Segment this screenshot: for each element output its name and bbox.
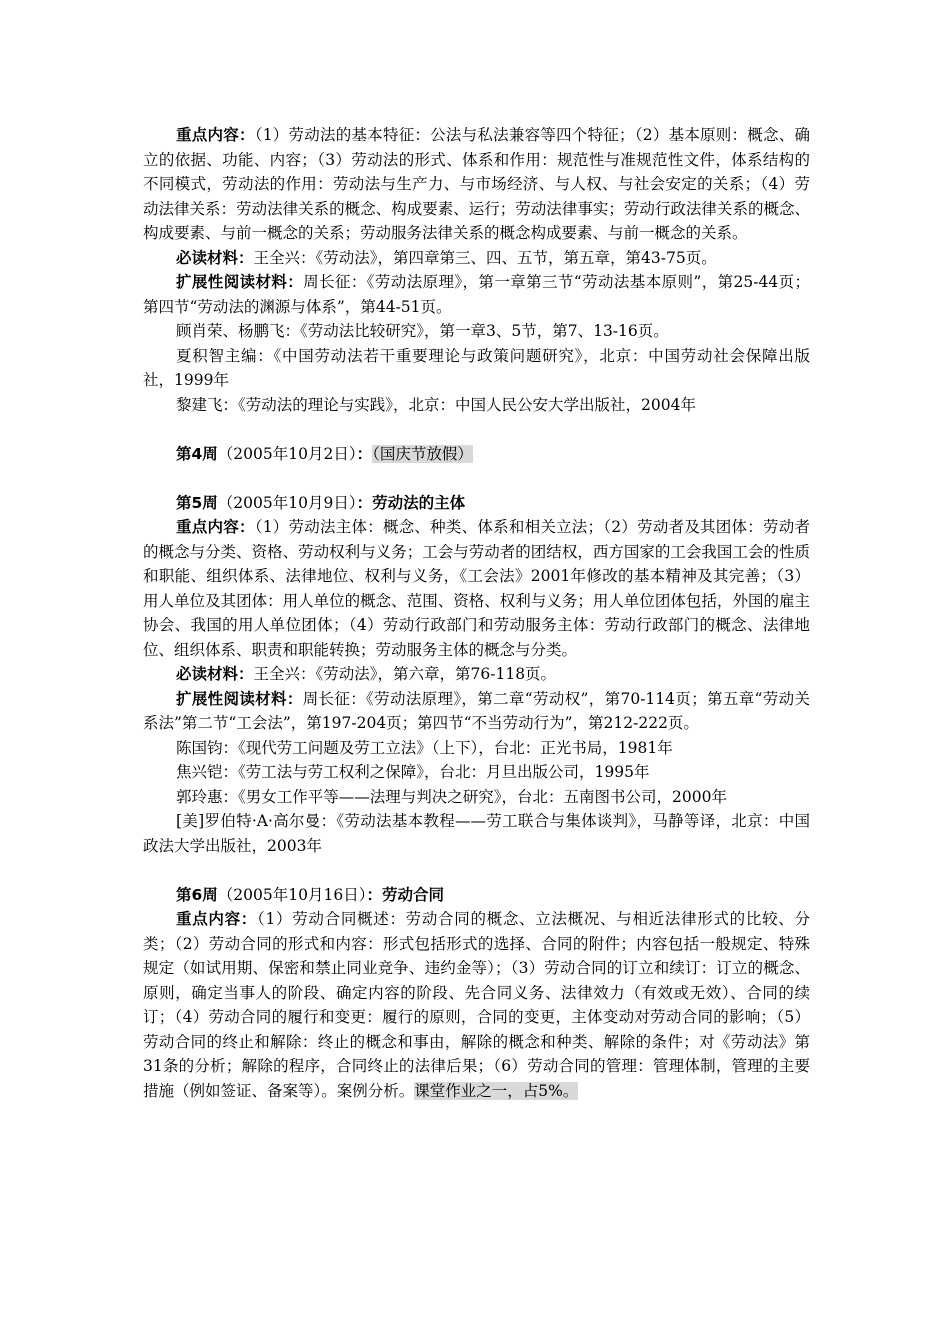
extended-reading-label: 扩展性阅读材料： — [176, 689, 303, 708]
key-content-label: 重点内容： — [176, 518, 255, 536]
extended-reading-label: 扩展性阅读材料： — [176, 273, 304, 291]
spacer — [143, 466, 810, 491]
reference-item: 夏积智主编：《中国劳动法若干重要理论与政策问题研究》，北京：中国劳动社会保障出版社，1999年 — [143, 346, 810, 389]
key-content-text: （1）劳动法的基本特征：公法与私法兼容等四个特征；（2）基本原则：概念、确立的依据、功能、内容；（3）劳动法的形式、体系和作用：规范性与准规范性文件，体系结构的不同模式，劳动法的作用：劳动法与生产力、与市场经济、与人权、与社会安定的关系；（4）劳动法律关系：劳动法律关系的概念、构成要素、运行；劳动法律事实；劳动行政法律关系的概念、构成要素、与前一概念的关系；劳动服务法律关系的概念构成要素、与前一概念的关系。 — [143, 126, 810, 242]
required-reading-text: 王全兴：《劳动法》，第六章，第76-118页。 — [253, 665, 557, 683]
week-colon: ： — [356, 493, 373, 512]
extended-reading-paragraph — [143, 687, 810, 736]
highlighted-assignment-note: 课堂作业之一，占5%。 — [414, 1081, 579, 1100]
required-reading-paragraph — [143, 662, 810, 687]
key-content-text: （1）劳动合同概述：劳动合同的概念、立法概况、与相近法律形式的比较、分类；（2）劳动合同的形式和内容：形式包括形式的选择、合同的附件；内容包括一般规定、特殊规定（如试用期、保密和禁止同业竞争、违约金等）；（3）劳动合同的订立和续订：订立的概念、原则，确定当事人的阶段、确定内容的阶段、先合同义务、法律效力（有效或无效）、合同的续订；（4）劳动合同的履行和变更：履行的原则，合同的变更，主体变动对劳动合同的影响；（5）劳动合同的终止和解除：终止的概念和事由，解除的概念和种类、解除的条件；对《劳动法》第31条的分析；解除的程序，合同终止的法律后果；（6）劳动合同的管理：管理体制，管理的主要措施（例如签证、备案等）。案例分析。 — [143, 910, 810, 1100]
week-date: （2005年10月9日） — [217, 493, 357, 512]
week-heading — [143, 883, 810, 908]
week-colon: ： — [356, 444, 373, 463]
required-reading-text: 王全兴：《劳动法》，第四章第三、四、五节，第五章，第43-75页。 — [253, 248, 717, 267]
week-label: 第4周 — [176, 444, 218, 463]
week-heading — [143, 491, 810, 516]
reference-item: 陈国钧：《现代劳工问题及劳工立法》（上下），台北：正光书局，1981年 — [176, 738, 673, 757]
week-title: （国庆节放假） — [372, 444, 473, 463]
key-content-paragraph — [143, 515, 810, 662]
spacer — [143, 858, 810, 883]
extended-reading-text: 周长征：《劳动法原理》，第二章“劳动权”，第70-114页；第五章“劳动关系法”第二节“工会法”，第197-204页；第四节“不当劳动行为”，第212-222页。 — [143, 689, 810, 732]
reference-item: 黎建飞：《劳动法的理论与实践》，北京：中国人民公安大学出版社，2004年 — [176, 395, 696, 414]
reference-item: [美]罗伯特·A·高尔曼：《劳动法基本教程——劳工联合与集体谈判》，马静等译，北京：中国政法大学出版社，2003年 — [143, 812, 810, 855]
required-reading-label: 必读材料： — [176, 665, 254, 683]
week-label: 第6周 — [176, 885, 218, 904]
reference-item: 顾肖荣、杨鹏飞：《劳动法比较研究》，第一章3、5节，第7、13-16页。 — [176, 322, 669, 340]
week-heading — [143, 442, 810, 467]
required-reading-paragraph — [143, 246, 810, 271]
reference-item: 郭玲惠：《男女工作平等——法理与判决之研究》，台北：五南图书公司，2000年 — [176, 787, 727, 806]
required-reading-label: 必读材料： — [176, 248, 254, 267]
week-title: 劳动法的主体 — [372, 493, 466, 512]
week-title: 劳动合同 — [381, 885, 444, 904]
key-content-text: （1）劳动法主体：概念、种类、体系和相关立法；（2）劳动者及其团体：劳动者的概念与分类、资格、劳动权利与义务；工会与劳动者的团结权，西方国家的工会我国工会的性质和职能、组织体系、法律地位、权利与义务，《工会法》2001年修改的基本精神及其完善；（3）用人单位及其团体：用人单位的概念、范围、资格、权利与义务；用人单位团体包括，外国的雇主协会、我国的用人单位团体；（4）劳动行政部门和劳动服务主体：劳动行政部门的概念、法律地位、组织体系、职责和职能转换；劳动服务主体的概念与分类。 — [143, 518, 810, 659]
key-content-paragraph — [143, 907, 810, 1103]
week-date: （2005年10月2日） — [217, 444, 357, 463]
spacer — [143, 417, 810, 442]
key-content-label: 重点内容： — [176, 126, 255, 144]
key-content-paragraph — [143, 123, 810, 246]
week-label: 第5周 — [176, 493, 218, 512]
week-colon: ： — [366, 885, 382, 904]
document-body — [143, 123, 810, 1103]
week-date: （2005年10月16日） — [217, 885, 367, 904]
reference-item: 焦兴铠：《劳工法与劳工权利之保障》，台北：月旦出版公司，1995年 — [176, 763, 650, 781]
extended-reading-paragraph — [143, 270, 810, 319]
extended-reading-text: 周长征：《劳动法原理》，第一章第三节“劳动法基本原则”，第25-44页；第四节“劳动法的渊源与体系”，第44-51页。 — [143, 273, 810, 316]
key-content-label: 重点内容： — [176, 910, 258, 928]
